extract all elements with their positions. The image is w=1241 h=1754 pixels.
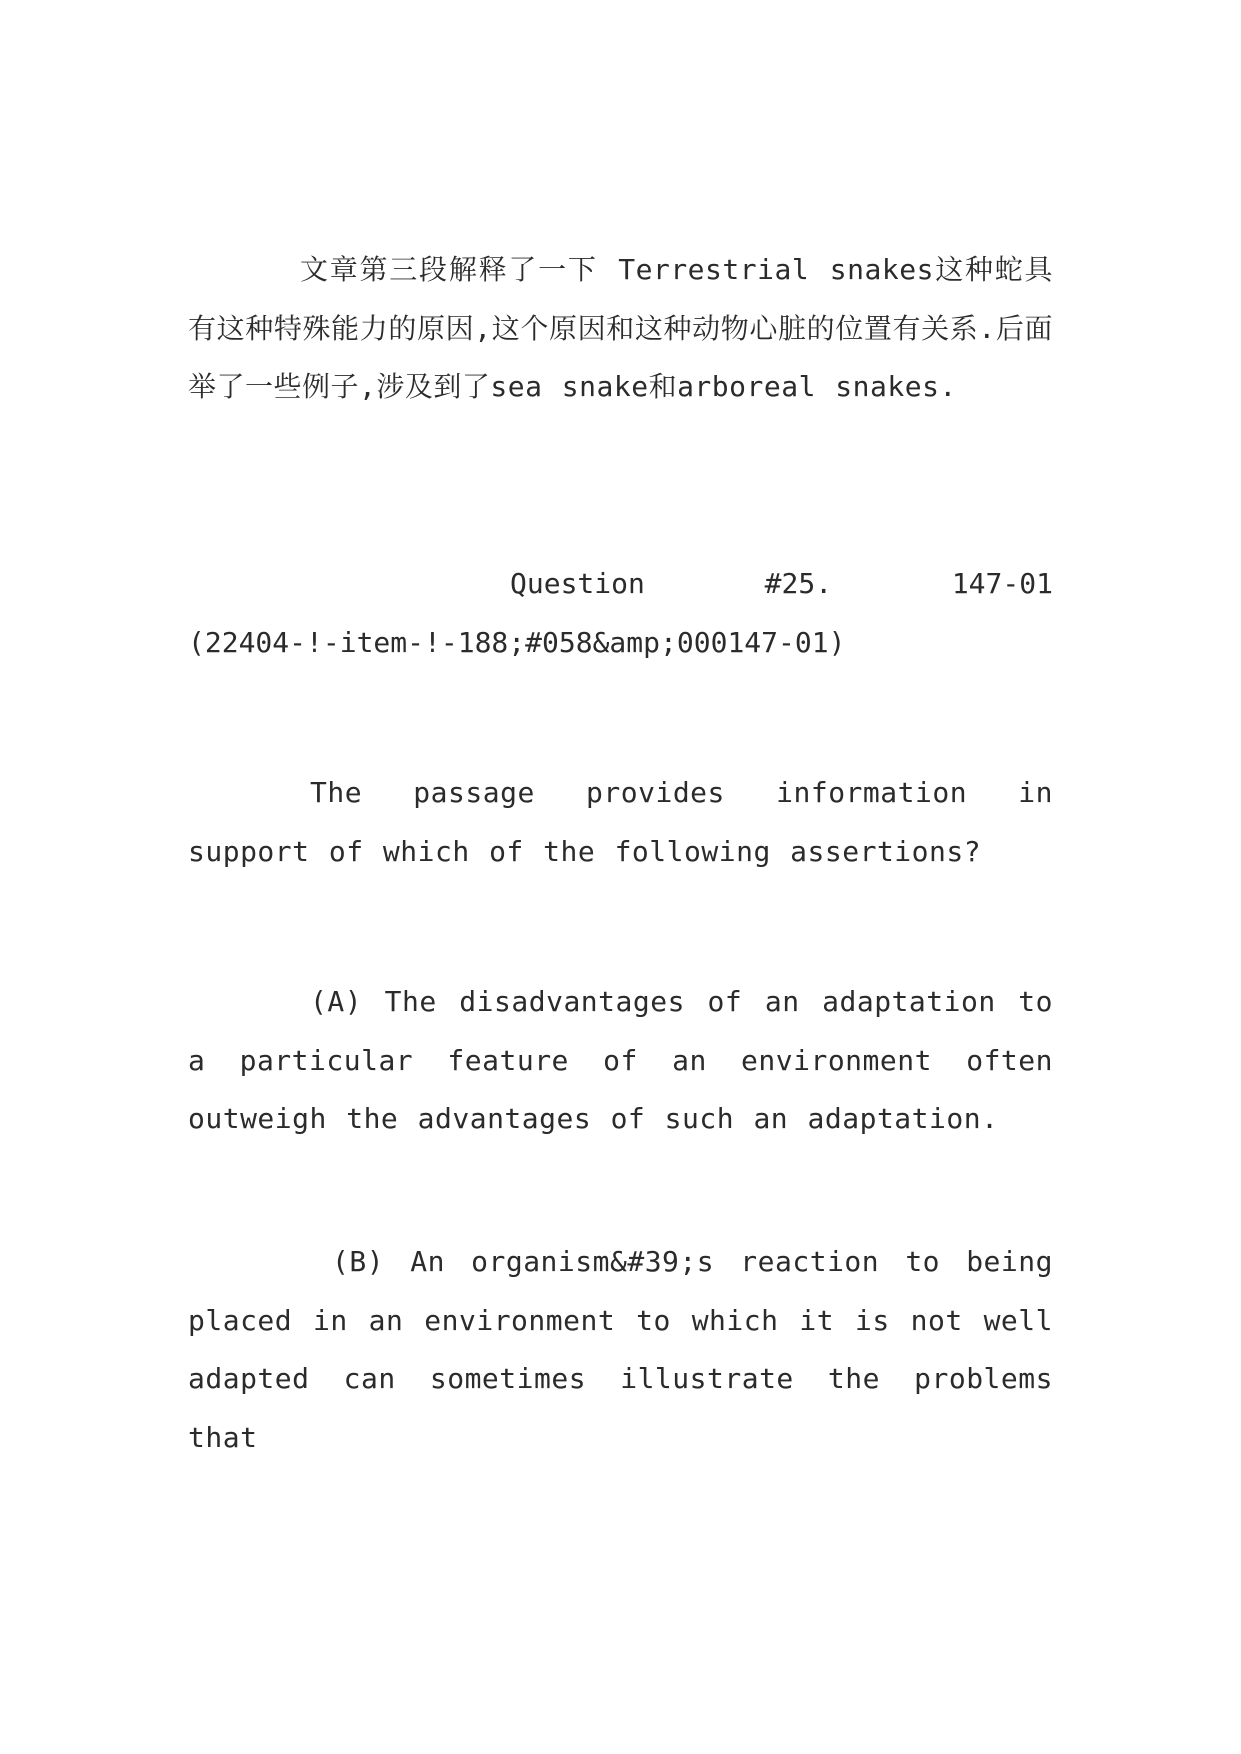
question-code: 147-01 (951, 567, 1053, 600)
question-label: Question (510, 567, 645, 600)
question-number: #25. (764, 567, 833, 600)
answer-option-a: (A) The disadvantages of an adaptation to a particular feature of an environment often outweigh the advantages of such an adaptation. (188, 985, 1053, 1135)
question-header (188, 555, 1053, 672)
question-item-id: (22404-!-item-!-188;#058&amp;000147-01) (188, 625, 846, 659)
question-header-line (188, 555, 1053, 614)
intro-paragraph: 文章第三段解释了一下 Terrestrial snakes这种蛇具有这种特殊能力的原因,这个原因和这种动物心脏的位置有关系.后面举了一些例子,涉及到了sea snake和arboreal snakes. (188, 253, 1053, 403)
question-stem: The passage provides information in support of which of the following assertions? (188, 776, 1053, 868)
answer-option-b: (B) An organism&#39;s reaction to being placed in an environment to which it is not well adapted can sometimes illustrate the problems that (188, 1245, 1053, 1454)
